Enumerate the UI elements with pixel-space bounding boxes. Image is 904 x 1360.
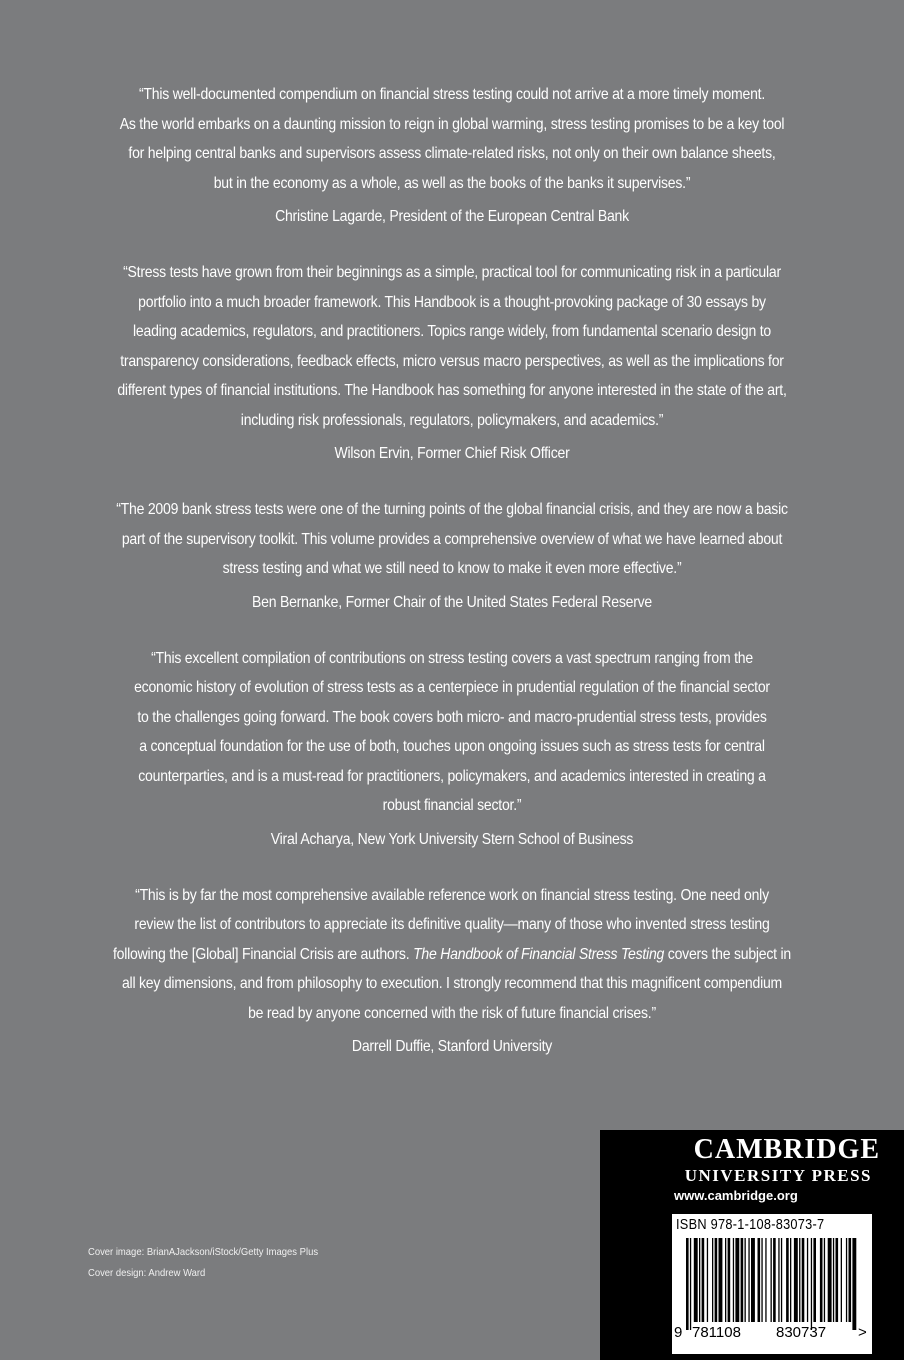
endorsement-bernanke	[60, 495, 844, 614]
barcode-digit-end: >	[858, 1324, 867, 1341]
publisher-logo-name: CAMBRIDGE	[693, 1134, 880, 1165]
quote-text: “This is by far the most comprehensive available reference work on financial stress testing. One need only review the list of contributors to appreciate its definitive quality—many of those who invented stress testing following the [Global] Financial Crisis are authors. The Handbook of Financial Stress Testing covers the subject in all key dimensions, and from philosophy to execution. I strongly recommend that this magnificent compendium be read by anyone concerned with the risk of future financial crises.”	[112, 886, 792, 1022]
quote-attribution: Ben Bernanke, Former Chair of the United States Federal Reserve	[251, 593, 653, 611]
barcode-digit-group1: 781108	[692, 1324, 741, 1341]
quote-attribution: Wilson Ervin, Former Chief Risk Officer	[334, 445, 570, 462]
quote-text: “This excellent compilation of contributions on stress testing covers a vast spectrum ranging from the economic history of evolution of stress tests as a centerpiece in prudential regulation of the financial sector to the challenges going forward. The book covers both micro- and macro-prudential stress tests, provides a conceptual foundation for the use of both, touches upon ongoing issues such as stress tests for central counterparties, and is a must-read for practitioners, policymakers, and academics interested in creating a robust financial sector.”	[134, 649, 770, 814]
endorsements	[60, 80, 844, 1088]
barcode-digit-group2: 830737	[776, 1324, 827, 1341]
endorsement-ervin	[60, 258, 844, 465]
barcode-bars-icon	[680, 1238, 864, 1330]
endorsement-acharya	[60, 644, 844, 851]
cover-design-credit: Cover design: Andrew Ward	[88, 1267, 206, 1279]
quote-attribution: Viral Acharya, New York University Stern School of Business	[270, 830, 634, 848]
quote-text: “This well-documented compendium on financial stress testing could not arrive at a more timely moment. As the world embarks on a daunting mission to reign in global warming, stress testing promises to be a key tool for helping central banks and supervisors assess climate-related risks, not only on their own balance sheets, but in the economy as a whole, as well as the books of the banks it supervises.”	[119, 86, 785, 192]
cover-credits	[88, 1242, 318, 1284]
barcode-digit-first: 9	[674, 1324, 683, 1341]
book-title: The Handbook of Financial Stress Testing	[413, 945, 665, 963]
quote-attribution: Christine Lagarde, President of the European Central Bank	[275, 208, 629, 225]
barcode-digits	[672, 1324, 872, 1350]
isbn-barcode	[672, 1214, 872, 1354]
quote-text: “The 2009 bank stress tests were one of the turning points of the global financial crisis, and they are now a basic part of the supervisory toolkit. This volume provides a comprehensive overview of what we have learned about stress testing and what we still need to know to make it even more effective.”	[116, 501, 788, 577]
endorsement-lagarde	[60, 80, 844, 228]
quote-attribution: Darrell Duffie, Stanford University	[351, 1038, 553, 1055]
publisher-url: www.cambridge.org	[674, 1188, 798, 1203]
publisher-logo-subname: UNIVERSITY PRESS	[684, 1166, 872, 1185]
cover-image-credit: Cover image: BrianAJackson/iStock/Getty Images Plus	[88, 1246, 319, 1258]
isbn-label: ISBN 978-1-108-83073-7	[676, 1217, 825, 1233]
endorsement-duffie	[60, 881, 844, 1059]
quote-text: “Stress tests have grown from their beginnings as a simple, practical tool for communicating risk in a particular portfolio into a much broader framework. This Handbook is a thought-provoking package of 30 essays by leading academics, regulators, and practitioners. Topics range widely, from fundamental scenario design to transparency considerations, feedback effects, micro versus macro perspectives, as well as the implications for different types of financial institutions. The Handbook has something for anyone interested in the state of the art, including risk professionals, regulators, policymakers, and academics.”	[117, 264, 787, 429]
publisher-panel	[600, 1130, 904, 1360]
